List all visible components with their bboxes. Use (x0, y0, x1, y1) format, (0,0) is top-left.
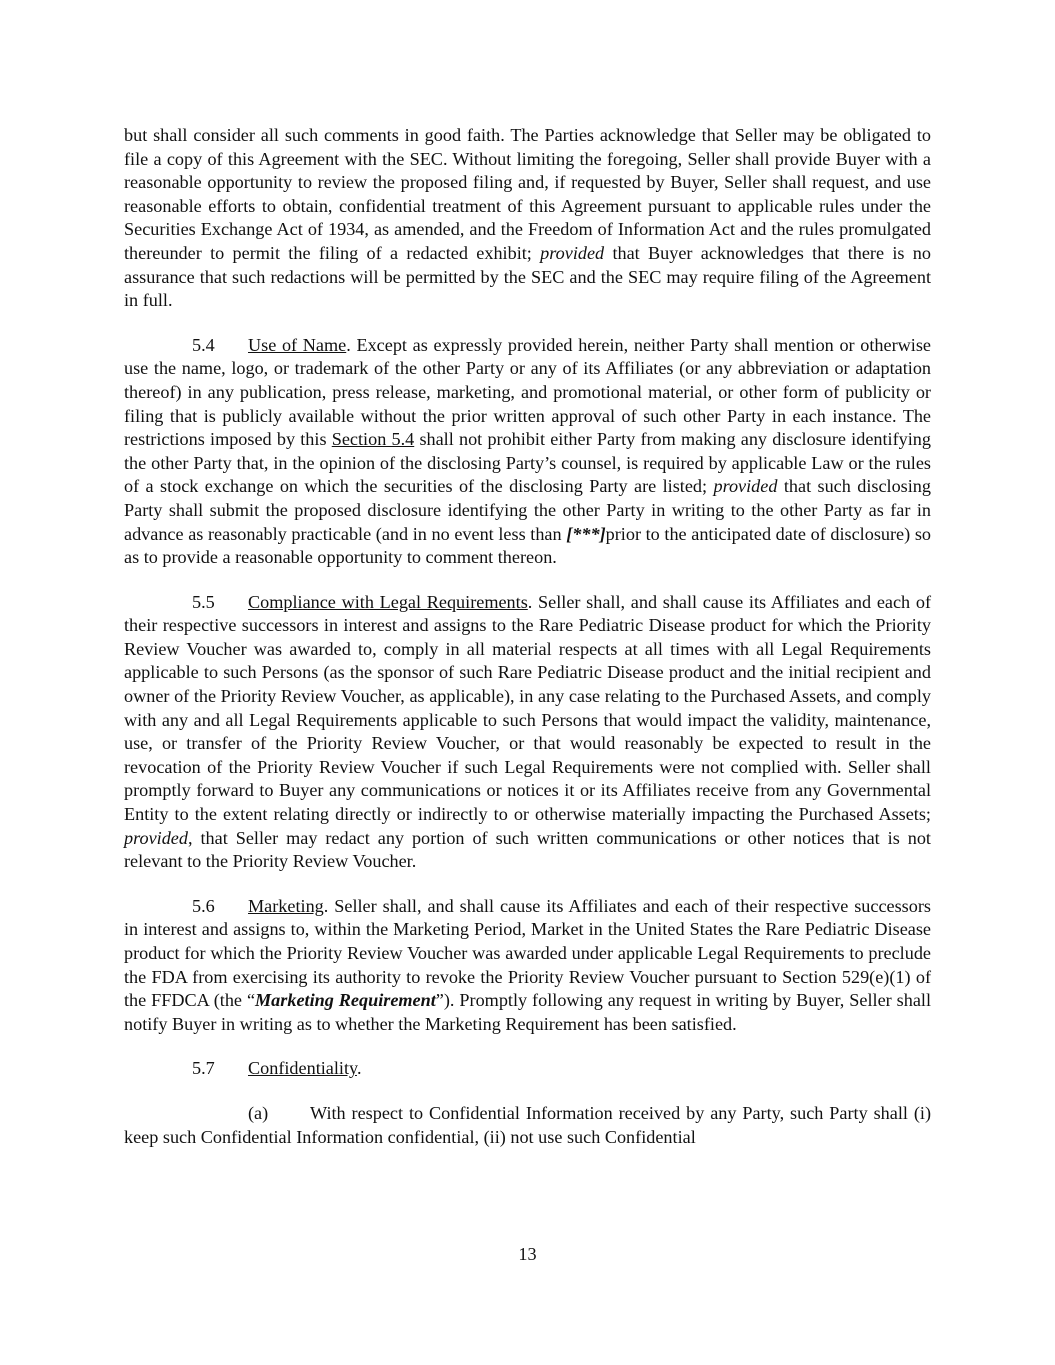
subsection-5-7-a: (a) With respect to Confidential Information received by any Party, such Party shall (i) keep such Confidential Information confidential, (ii) not use such Confidential (124, 1102, 931, 1147)
section-5-6: 5.6 Marketing. Seller shall, and shall cause its Affiliates and each of their respective successors in interest and assigns to, within the Marketing Period, Market in the United States the Rare Pediatric Disease product for which the Priority Review Voucher was awarded under applicable Legal Requirements to preclude the FDA from exercising its authority to revoke the Priority Review Voucher pursuant to Section 529(e)(1) of the FFDCA (the “Marketing Requirement”). Promptly following any request in writing by Buyer, Seller shall notify Buyer in writing as to whether the Marketing Requirement has been satisfied. (124, 895, 931, 1034)
section-5-5: 5.5 Compliance with Legal Requirements. Seller shall, and shall cause its Affiliates and each of their respective successors in interest and assigns to the Rare Pediatric Disease product for which the Priority Review Voucher was awarded to, comply in all material respects at all times with all Legal Requirements applicable to such Persons (as the sponsor of such Rare Pediatric Disease product and the initial recipient and owner of the Priority Review Voucher, as applicable), in any case relating to the Purchased Assets, and comply with any and all Legal Requirements applicable to such Persons that would impact the validity, maintenance, use, or transfer of the Priority Review Voucher, or that would reasonably be expected to result in the revocation of the Priority Review Voucher if such Legal Requirements were not complied with. Seller shall promptly forward to Buyer any communications or notices it or its Affiliates receive from any Governmental Entity to the extent relating directly or indirectly to or otherwise materially impacting the Purchased Assets; provided, that Seller may redact any portion of such written communications or other notices that is not relevant to the Priority Review Voucher. (124, 591, 932, 872)
section-5-4: 5.4 Use of Name. Except as expressly provided herein, neither Party shall mention or otherwise use the name, logo, or trademark of the other Party or any of its Affiliates (or any abbreviation or adaptation thereof) in any publication, press release, marketing, and promotional material, or other form of publicity or filing that is publicly available without the prior written approval of such other Party in each instance. The restrictions imposed by this Section 5.4 shall not prohibit either Party from making any disclosure identifying the other Party that, in the opinion of the disclosing Party’s counsel, is required by applicable Law or the rules of a stock exchange on which the securities of the disclosing Party are listed; provided that such disclosing Party shall submit the proposed disclosure identifying the other Party in writing to the other Party as far in advance as reasonably practicable (and in no event less than [***]prior to the anticipated date of disclosure) so as to provide a reasonable opportunity to comment thereon. (124, 334, 931, 568)
section-number: 5.7 (192, 1058, 215, 1079)
section-title: Use of Name (248, 334, 347, 355)
section-number: 5.5 (192, 591, 215, 612)
provided-italic: provided (124, 827, 188, 848)
subsection-number: (a) (248, 1102, 269, 1123)
document-page (124, 124, 931, 1149)
defined-term: Marketing Requirement (255, 990, 436, 1011)
provided-italic: provided (540, 242, 605, 263)
section-number: 5.6 (192, 895, 215, 916)
page-number: 13 (518, 1244, 537, 1264)
provided-italic: provided (713, 476, 778, 497)
section-title: Marketing (248, 895, 324, 916)
section-title: Compliance with Legal Requirements (248, 591, 528, 612)
redaction-mark: [***] (566, 523, 606, 544)
paragraph-continued: but shall consider all such comments in good faith. The Parties acknowledge that Seller may be obligated to file a copy of this Agreement with the SEC. Without limiting the foregoing, Seller shall provide Buyer with a reasonable opportunity to review the proposed filing and, if requested by Buyer, Seller shall request, and use reasonable efforts to obtain, confidential treatment of this Agreement pursuant to applicable rules under the Securities Exchange Act of 1934, as amended, and the Freedom of Information Act and the rules promulgated thereunder to permit the filing of a redacted exhibit; provided that Buyer acknowledges that there is no assurance that such redactions will be permitted by the SEC and the SEC may require filing of the Agreement in full. (124, 125, 931, 311)
section-5-7: 5.7 Confidentiality. (124, 1057, 931, 1081)
section-number: 5.4 (192, 334, 215, 355)
section-title: Confidentiality (248, 1058, 357, 1079)
section-reference: Section 5.4 (331, 429, 415, 450)
